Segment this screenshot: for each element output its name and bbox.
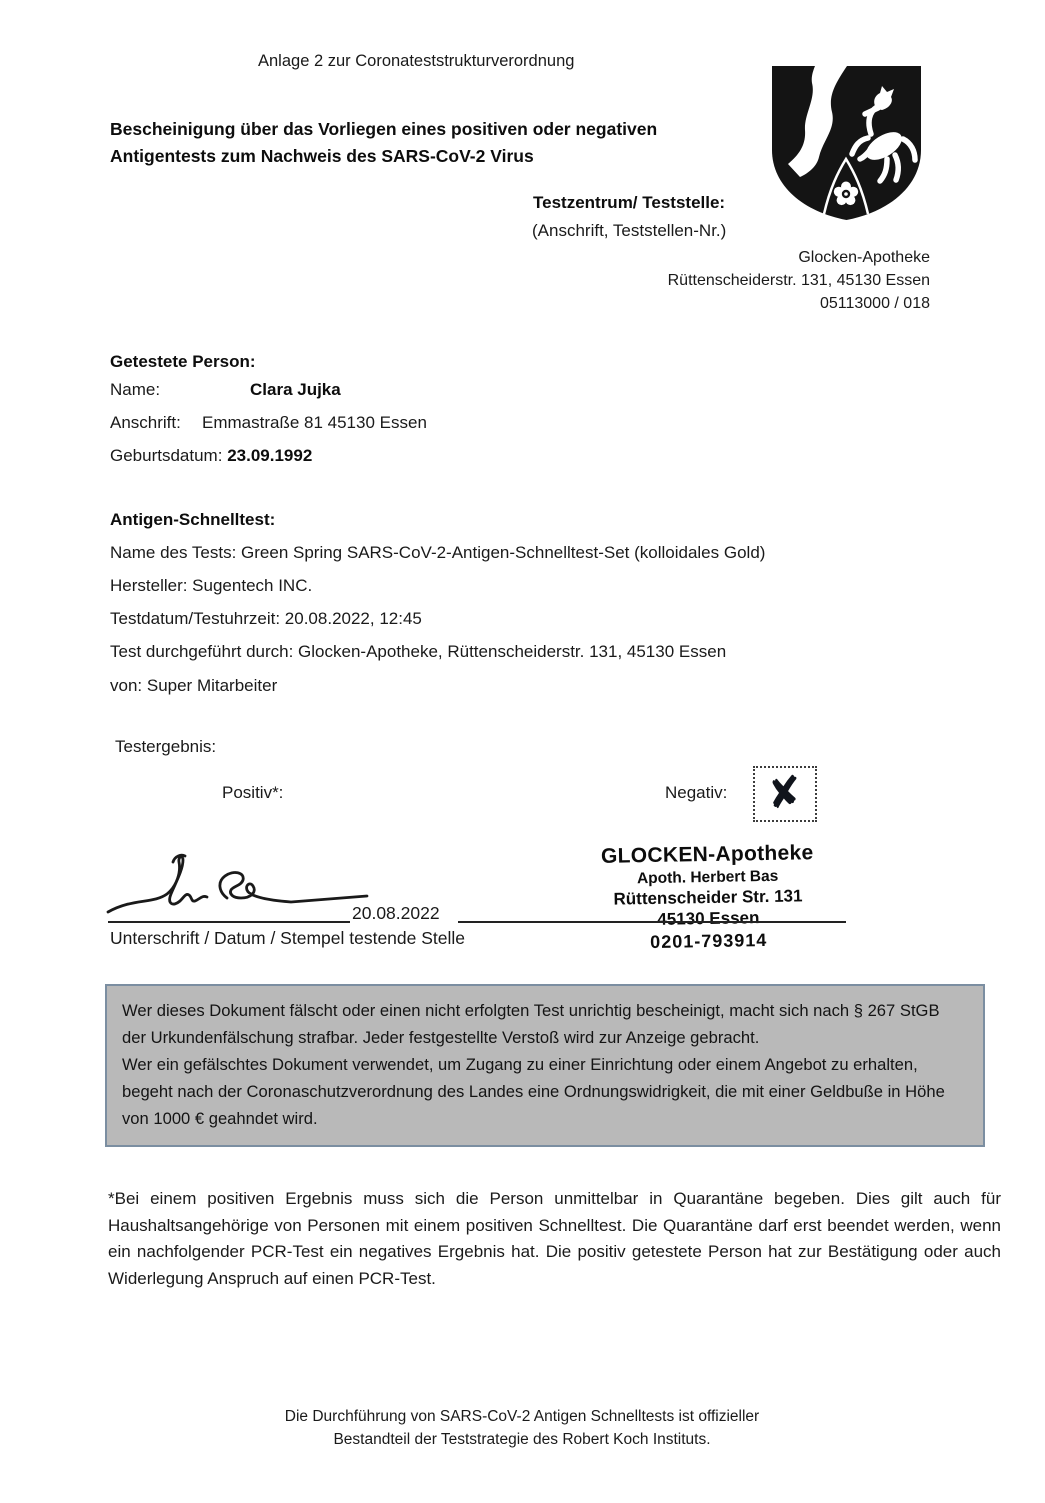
person-name-row <box>110 380 341 400</box>
test-section-heading: Antigen-Schnelltest: <box>110 510 276 529</box>
stamp-pharmacist: Apoth. Herbert Bas <box>636 867 779 888</box>
stamp-street: Rüttenscheider Str. 131 <box>613 886 803 909</box>
rki-footer-line2: Bestandteil der Teststrategie des Robert Koch Instituts. <box>333 1430 711 1448</box>
person-birthdate-value: 23.09.1992 <box>227 446 313 465</box>
document-title-line1: Bescheinigung über das Vorliegen eines positiven oder negativen <box>110 119 658 139</box>
test-center-label: Testzentrum/ Teststelle: <box>533 193 726 212</box>
person-birthdate-row <box>110 446 312 466</box>
person-name-value: Clara Jujka <box>250 380 341 399</box>
result-heading: Testergebnis: <box>115 737 217 756</box>
result-positive-label: Positiv*: <box>222 783 284 802</box>
test-center-number: 05113000 / 018 <box>819 295 930 312</box>
person-birthdate-label: Geburtsdatum: <box>110 446 223 465</box>
signature-line-right <box>458 921 846 923</box>
test-manufacturer-line: Hersteller: Sugentech INC. <box>110 576 313 595</box>
test-center-sublabel: (Anschrift, Teststellen-Nr.) <box>532 221 727 240</box>
stamp-name: GLOCKEN-Apotheke <box>600 841 814 868</box>
rki-footer-line1: Die Durchführung von SARS-CoV-2 Antigen Schnelltests ist offizieller <box>284 1408 760 1425</box>
pharmacy-stamp <box>577 841 839 955</box>
person-address-label: Anschrift: <box>110 413 181 432</box>
document-title <box>110 116 657 170</box>
test-by-line: von: Super Mitarbeiter <box>110 676 278 695</box>
test-center-street: Rüttenscheiderstr. 131, 45130 Essen <box>667 272 930 289</box>
test-center-address-block <box>668 246 930 315</box>
stamp-city: 45130 Essen <box>657 908 760 929</box>
test-center-name: Glocken-Apotheke <box>798 249 930 266</box>
result-negative-label: Negativ: <box>665 783 728 802</box>
checkbox-x-mark: ✘ <box>763 765 806 819</box>
legal-warning-paragraph-1: Wer dieses Dokument fälscht oder einen nicht erfolgten Test unrichtig bescheinigt, macht sich nach § 267 StGB der Urkundenfälschung strafbar. Jeder festgestellte Verstoß wird zur Anzeige gebracht. <box>122 1001 940 1047</box>
negative-checkbox[interactable] <box>753 766 817 822</box>
signature-line-left <box>108 921 350 923</box>
legal-warning-box <box>105 984 985 1147</box>
legal-warning-paragraph-2: Wer ein gefälschtes Dokument verwendet, um Zugang zu einer Einrichtung oder einem Angebot zu erhalten, begeht nach der Coronaschutzverordnung des Landes eine Ordnungswidrigkeit, die mit einer Geldbuße in Höhe von 1000 € geahndet wird. <box>122 1055 945 1128</box>
signature-date: 20.08.2022 <box>352 903 440 923</box>
person-address-value: Emmastraße 81 45130 Essen <box>202 413 427 432</box>
nrw-coat-of-arms-icon <box>768 62 925 224</box>
positive-result-footnote: *Bei einem positiven Ergebnis muss sich die Person unmittelbar in Quarantäne begeben. Dies gilt auch für Haushaltsangehörige von Personen mit einem positiven Schnelltest. Die Quarantäne darf erst beendet werden, wenn ein nachfolgender PCR-Test ein negatives Ergebnis hat. Die positiv getestete Person hat zur Bestätigung oder auch Widerlegung Anspruch auf einen PCR-Test. <box>108 1189 1001 1288</box>
person-name-label: Name: <box>110 380 161 399</box>
test-performed-line: Test durchgeführt durch: Glocken-Apotheke, Rüttenscheiderstr. 131, 45130 Essen <box>110 642 727 661</box>
document-title-line2: Antigentests zum Nachweis des SARS-CoV-2 Virus <box>110 146 534 166</box>
signature-caption: Unterschrift / Datum / Stempel testende Stelle <box>110 928 466 948</box>
test-name-line: Name des Tests: Green Spring SARS-CoV-2-Antigen-Schnelltest-Set (kolloidales Gold) <box>110 543 766 562</box>
test-datetime-line: Testdatum/Testuhrzeit: 20.08.2022, 12:45 <box>110 609 422 628</box>
stamp-phone: 0201-793914 <box>650 929 768 953</box>
person-address-row <box>110 413 427 433</box>
person-section-heading: Getestete Person: <box>110 352 256 371</box>
anlage-heading: Anlage 2 zur Coronateststrukturverordnung <box>258 52 575 70</box>
rki-footer <box>222 1406 822 1451</box>
